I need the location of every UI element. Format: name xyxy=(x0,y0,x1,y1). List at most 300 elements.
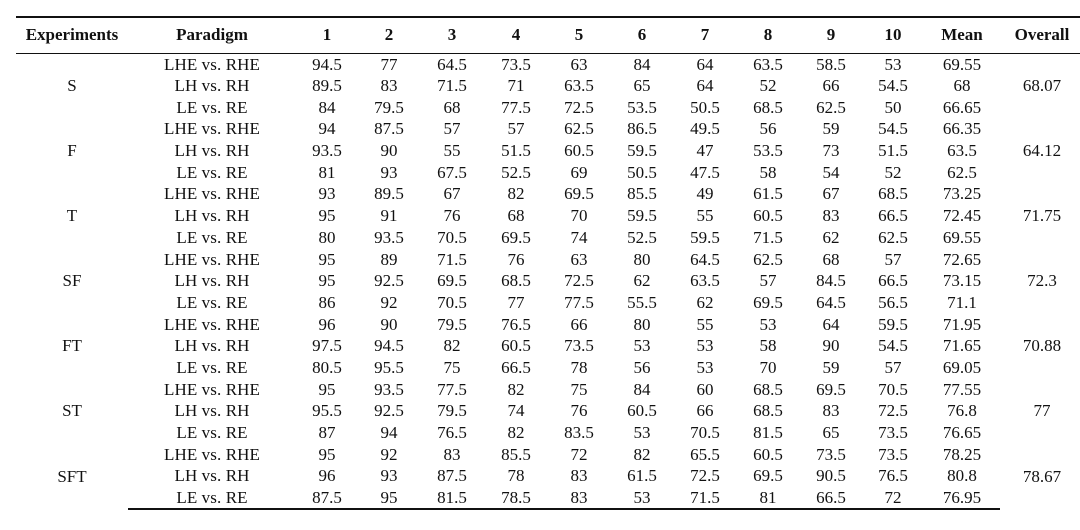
subject-10-cell: 73.5 xyxy=(878,444,908,464)
subject-7-cell: 59.5 xyxy=(690,227,720,247)
subject-10-cell: 73.5 xyxy=(878,423,908,443)
subject-1-cell: 95 xyxy=(318,249,336,269)
subject-4-cell: 76 xyxy=(507,249,525,269)
subject-2-cell: 89 xyxy=(380,249,398,269)
paradigm-cell: LE vs. RE xyxy=(176,292,248,312)
overall-cell: 78.67 xyxy=(1022,466,1062,486)
subject-6-cell: 65 xyxy=(633,76,651,96)
subject-1-cell: 96 xyxy=(318,466,336,486)
subject-7-cell: 62 xyxy=(696,292,714,312)
subject-3-cell: 75 xyxy=(443,357,461,377)
subject-3-cell: 55 xyxy=(443,141,461,161)
overall-cell: 72.3 xyxy=(1027,271,1057,291)
subject-6-cell: 59.5 xyxy=(627,206,657,226)
mean-cell: 62.5 xyxy=(947,162,977,182)
subject-4-cell: 68.5 xyxy=(501,271,531,291)
subject-5-cell: 76 xyxy=(570,401,588,421)
overall-cell: 71.75 xyxy=(1022,206,1062,226)
subject-2-cell: 92 xyxy=(380,444,398,464)
subject-5-cell: 63 xyxy=(570,54,588,74)
subject-6-cell: 62 xyxy=(633,271,651,291)
paradigm-cell: LH vs. RH xyxy=(174,206,250,226)
subject-2-cell: 95 xyxy=(358,487,420,509)
subject-8-cell: 61.5 xyxy=(753,184,783,204)
table-row xyxy=(16,292,1080,314)
subject-8-cell: 68.5 xyxy=(753,97,783,117)
subject-8-cell: 68.5 xyxy=(753,401,783,421)
subject-3-cell: 64.5 xyxy=(437,54,467,74)
subject-4-cell: 82 xyxy=(507,423,525,443)
subject-7-cell: 47.5 xyxy=(690,162,720,182)
subject-1-cell: 95 xyxy=(318,379,336,399)
results-table-container xyxy=(16,16,1070,510)
header-overall: Overall xyxy=(1000,17,1080,53)
subject-6-cell: 52.5 xyxy=(627,227,657,247)
subject-1-cell: 94.5 xyxy=(312,54,342,74)
header-paradigm: Paradigm xyxy=(128,17,296,53)
subject-2-cell: 90 xyxy=(380,141,398,161)
table-row xyxy=(16,53,1080,75)
subject-3-cell: 83 xyxy=(443,444,461,464)
subject-1-cell: 84 xyxy=(318,97,336,117)
subject-3-cell: 70.5 xyxy=(437,292,467,312)
results-table xyxy=(16,16,1080,510)
subject-9-cell: 64 xyxy=(822,314,840,334)
mean-cell: 77.55 xyxy=(942,379,982,399)
subject-10-cell: 66.5 xyxy=(878,206,908,226)
subject-9-cell: 54 xyxy=(822,162,840,182)
subject-5-cell: 75 xyxy=(570,379,588,399)
subject-4-cell: 51.5 xyxy=(501,141,531,161)
subject-1-cell: 89.5 xyxy=(312,76,342,96)
subject-8-cell: 71.5 xyxy=(753,227,783,247)
mean-cell: 66.35 xyxy=(942,119,982,139)
subject-4-cell: 77.5 xyxy=(501,97,531,117)
subject-2-cell: 95.5 xyxy=(374,357,404,377)
subject-5-cell: 72.5 xyxy=(564,271,594,291)
subject-5-cell: 78 xyxy=(570,357,588,377)
subject-10-cell: 54.5 xyxy=(878,76,908,96)
subject-9-cell: 83 xyxy=(822,401,840,421)
header-subject-9: 9 xyxy=(800,17,862,53)
subject-9-cell: 62 xyxy=(822,227,840,247)
subject-4-cell: 60.5 xyxy=(501,336,531,356)
mean-cell: 66.65 xyxy=(942,97,982,117)
subject-2-cell: 93 xyxy=(380,466,398,486)
subject-2-cell: 92 xyxy=(380,292,398,312)
subject-9-cell: 73.5 xyxy=(816,444,846,464)
subject-1-cell: 80 xyxy=(318,227,336,247)
subject-9-cell: 65 xyxy=(822,423,840,443)
table-row xyxy=(16,443,1080,465)
subject-4-cell: 73.5 xyxy=(501,54,531,74)
subject-9-cell: 69.5 xyxy=(816,379,846,399)
experiment-cell: S xyxy=(67,76,77,96)
subject-4-cell: 74 xyxy=(507,401,525,421)
subject-10-cell: 57 xyxy=(884,249,902,269)
subject-3-cell: 68 xyxy=(443,97,461,117)
header-subject-5: 5 xyxy=(548,17,610,53)
overall-cell: 68.07 xyxy=(1022,76,1062,96)
subject-8-cell: 58 xyxy=(759,162,777,182)
subject-8-cell: 56 xyxy=(759,119,777,139)
subject-5-cell: 83 xyxy=(548,487,610,509)
subject-8-cell: 63.5 xyxy=(753,54,783,74)
subject-5-cell: 60.5 xyxy=(564,141,594,161)
table-row xyxy=(16,96,1080,118)
subject-6-cell: 80 xyxy=(633,314,651,334)
subject-7-cell: 49.5 xyxy=(690,119,720,139)
paradigm-cell: LH vs. RH xyxy=(174,466,250,486)
subject-7-cell: 64 xyxy=(696,54,714,74)
subject-6-cell: 84 xyxy=(633,379,651,399)
subject-1-cell: 87.5 xyxy=(296,487,358,509)
subject-4-cell: 57 xyxy=(507,119,525,139)
subject-1-cell: 93 xyxy=(318,184,336,204)
experiment-cell: ST xyxy=(62,401,82,421)
subject-6-cell: 80 xyxy=(633,249,651,269)
paradigm-cell: LE vs. RE xyxy=(176,162,248,182)
subject-5-cell: 83 xyxy=(570,466,588,486)
paradigm-cell: LHE vs. RHE xyxy=(163,314,260,334)
subject-7-cell: 49 xyxy=(696,184,714,204)
mean-cell: 73.25 xyxy=(942,184,982,204)
subject-7-cell: 60 xyxy=(696,379,714,399)
subject-1-cell: 97.5 xyxy=(312,336,342,356)
subject-10-cell: 62.5 xyxy=(878,227,908,247)
subject-4-cell: 52.5 xyxy=(501,162,531,182)
table-row xyxy=(16,248,1080,270)
table-row xyxy=(16,75,1080,97)
subject-7-cell: 64.5 xyxy=(690,249,720,269)
subject-1-cell: 94 xyxy=(318,119,336,139)
subject-9-cell: 73 xyxy=(822,141,840,161)
subject-1-cell: 81 xyxy=(318,162,336,182)
subject-7-cell: 70.5 xyxy=(690,423,720,443)
subject-1-cell: 80.5 xyxy=(312,357,342,377)
subject-2-cell: 93 xyxy=(380,162,398,182)
subject-6-cell: 53 xyxy=(633,423,651,443)
mean-cell: 71.95 xyxy=(942,314,982,334)
subject-5-cell: 66 xyxy=(570,314,588,334)
subject-7-cell: 65.5 xyxy=(690,444,720,464)
subject-1-cell: 87 xyxy=(318,423,336,443)
paradigm-cell: LH vs. RH xyxy=(174,336,250,356)
paradigm-cell: LHE vs. RHE xyxy=(163,184,260,204)
subject-4-cell: 78.5 xyxy=(484,487,548,509)
subject-4-cell: 82 xyxy=(507,184,525,204)
subject-8-cell: 53 xyxy=(759,314,777,334)
subject-1-cell: 86 xyxy=(318,292,336,312)
subject-2-cell: 79.5 xyxy=(374,97,404,117)
subject-9-cell: 64.5 xyxy=(816,292,846,312)
subject-3-cell: 82 xyxy=(443,336,461,356)
experiment-cell: F xyxy=(67,141,77,161)
subject-2-cell: 89.5 xyxy=(374,184,404,204)
table-row xyxy=(16,422,1080,444)
subject-8-cell: 69.5 xyxy=(753,466,783,486)
table-row xyxy=(16,183,1080,205)
subject-2-cell: 93.5 xyxy=(374,227,404,247)
subject-8-cell: 60.5 xyxy=(753,444,783,464)
subject-7-cell: 66 xyxy=(696,401,714,421)
subject-3-cell: 69.5 xyxy=(437,271,467,291)
subject-10-cell: 56.5 xyxy=(878,292,908,312)
subject-4-cell: 78 xyxy=(507,466,525,486)
subject-7-cell: 55 xyxy=(696,314,714,334)
subject-3-cell: 71.5 xyxy=(437,76,467,96)
subject-6-cell: 86.5 xyxy=(627,119,657,139)
subject-7-cell: 72.5 xyxy=(690,466,720,486)
mean-cell: 63.5 xyxy=(947,141,977,161)
subject-2-cell: 94 xyxy=(380,423,398,443)
paradigm-cell: LHE vs. RHE xyxy=(163,379,260,399)
subject-4-cell: 68 xyxy=(507,206,525,226)
subject-3-cell: 79.5 xyxy=(437,314,467,334)
subject-3-cell: 67 xyxy=(443,184,461,204)
paradigm-cell: LH vs. RH xyxy=(174,141,250,161)
subject-1-cell: 96 xyxy=(318,314,336,334)
subject-8-cell: 57 xyxy=(759,271,777,291)
subject-3-cell: 70.5 xyxy=(437,227,467,247)
subject-4-cell: 69.5 xyxy=(501,227,531,247)
subject-5-cell: 69.5 xyxy=(564,184,594,204)
table-row xyxy=(16,205,1080,227)
subject-1-cell: 95.5 xyxy=(312,401,342,421)
experiment-cell: T xyxy=(66,206,78,226)
mean-cell: 72.45 xyxy=(942,206,982,226)
subject-10-cell: 72 xyxy=(862,487,924,509)
subject-5-cell: 74 xyxy=(570,227,588,247)
subject-10-cell: 53 xyxy=(884,54,902,74)
subject-7-cell: 53 xyxy=(696,357,714,377)
overall-cell: 77 xyxy=(1033,401,1051,421)
mean-cell: 76.65 xyxy=(942,423,982,443)
mean-cell: 76.8 xyxy=(947,401,977,421)
paradigm-cell: LHE vs. RHE xyxy=(163,119,260,139)
subject-9-cell: 59 xyxy=(822,119,840,139)
subject-7-cell: 53 xyxy=(696,336,714,356)
table-row xyxy=(16,227,1080,249)
subject-9-cell: 66.5 xyxy=(800,487,862,509)
table-row xyxy=(16,400,1080,422)
paradigm-cell: LE vs. RE xyxy=(176,97,248,117)
subject-5-cell: 70 xyxy=(570,206,588,226)
subject-10-cell: 54.5 xyxy=(878,336,908,356)
subject-10-cell: 66.5 xyxy=(878,271,908,291)
mean-cell: 80.8 xyxy=(947,466,977,486)
subject-3-cell: 57 xyxy=(443,119,461,139)
subject-10-cell: 52 xyxy=(884,162,902,182)
subject-3-cell: 76.5 xyxy=(437,423,467,443)
table-row xyxy=(16,487,1080,509)
mean-cell: 76.95 xyxy=(924,487,1000,509)
subject-6-cell: 50.5 xyxy=(627,162,657,182)
subject-5-cell: 77.5 xyxy=(564,292,594,312)
table-row xyxy=(16,357,1080,379)
subject-3-cell: 71.5 xyxy=(437,249,467,269)
subject-8-cell: 68.5 xyxy=(753,379,783,399)
subject-7-cell: 47 xyxy=(696,141,714,161)
mean-cell: 71.65 xyxy=(942,336,982,356)
subject-6-cell: 85.5 xyxy=(627,184,657,204)
subject-10-cell: 76.5 xyxy=(878,466,908,486)
subject-1-cell: 95 xyxy=(318,206,336,226)
subject-6-cell: 53.5 xyxy=(627,97,657,117)
subject-9-cell: 90 xyxy=(822,336,840,356)
subject-1-cell: 95 xyxy=(318,444,336,464)
header-subject-2: 2 xyxy=(358,17,420,53)
subject-4-cell: 77 xyxy=(507,292,525,312)
subject-9-cell: 68 xyxy=(822,249,840,269)
subject-6-cell: 84 xyxy=(633,54,651,74)
subject-1-cell: 95 xyxy=(318,271,336,291)
table-row xyxy=(16,313,1080,335)
subject-5-cell: 72 xyxy=(570,444,588,464)
header-subject-6: 6 xyxy=(610,17,674,53)
paradigm-cell: LE vs. RE xyxy=(176,357,248,377)
subject-10-cell: 70.5 xyxy=(878,379,908,399)
subject-10-cell: 68.5 xyxy=(878,184,908,204)
subject-10-cell: 59.5 xyxy=(878,314,908,334)
mean-cell: 69.05 xyxy=(942,357,982,377)
header-experiments: Experiments xyxy=(16,17,128,53)
subject-2-cell: 87.5 xyxy=(374,119,404,139)
table-row xyxy=(16,140,1080,162)
subject-9-cell: 83 xyxy=(822,206,840,226)
subject-3-cell: 81.5 xyxy=(420,487,484,509)
table-row xyxy=(16,378,1080,400)
overall-cell: 64.12 xyxy=(1022,141,1062,161)
table-header xyxy=(16,17,1080,53)
subject-4-cell: 66.5 xyxy=(501,357,531,377)
subject-4-cell: 82 xyxy=(507,379,525,399)
paradigm-cell: LE vs. RE xyxy=(176,423,248,443)
subject-9-cell: 90.5 xyxy=(816,466,846,486)
subject-3-cell: 76 xyxy=(443,206,461,226)
subject-9-cell: 84.5 xyxy=(816,271,846,291)
subject-8-cell: 52 xyxy=(759,76,777,96)
subject-9-cell: 58.5 xyxy=(816,54,846,74)
subject-10-cell: 50 xyxy=(884,97,902,117)
subject-8-cell: 70 xyxy=(759,357,777,377)
subject-2-cell: 92.5 xyxy=(374,271,404,291)
subject-3-cell: 87.5 xyxy=(437,466,467,486)
subject-9-cell: 67 xyxy=(822,184,840,204)
header-subject-4: 4 xyxy=(484,17,548,53)
mean-cell: 78.25 xyxy=(942,444,982,464)
paradigm-cell: LHE vs. RHE xyxy=(163,444,260,464)
header-row xyxy=(16,17,1080,53)
subject-2-cell: 83 xyxy=(380,76,398,96)
subject-10-cell: 57 xyxy=(884,357,902,377)
mean-cell: 73.15 xyxy=(942,271,982,291)
experiment-cell: SF xyxy=(62,271,82,291)
subject-8-cell: 69.5 xyxy=(753,292,783,312)
experiment-cell: SFT xyxy=(57,466,87,486)
subject-4-cell: 76.5 xyxy=(501,314,531,334)
subject-8-cell: 58 xyxy=(759,336,777,356)
paradigm-cell: LH vs. RH xyxy=(174,76,250,96)
paradigm-cell: LE vs. RE xyxy=(128,487,296,509)
header-subject-7: 7 xyxy=(674,17,736,53)
subject-9-cell: 62.5 xyxy=(816,97,846,117)
table-row xyxy=(16,465,1080,487)
subject-5-cell: 63 xyxy=(570,249,588,269)
subject-5-cell: 69 xyxy=(570,162,588,182)
paradigm-cell: LH vs. RH xyxy=(174,401,250,421)
subject-6-cell: 61.5 xyxy=(627,466,657,486)
subject-10-cell: 51.5 xyxy=(878,141,908,161)
subject-6-cell: 53 xyxy=(610,487,674,509)
subject-5-cell: 62.5 xyxy=(564,119,594,139)
subject-6-cell: 53 xyxy=(633,336,651,356)
paradigm-cell: LHE vs. RHE xyxy=(163,54,260,74)
subject-5-cell: 73.5 xyxy=(564,336,594,356)
subject-5-cell: 83.5 xyxy=(564,423,594,443)
subject-2-cell: 90 xyxy=(380,314,398,334)
subject-6-cell: 55.5 xyxy=(627,292,657,312)
header-mean: Mean xyxy=(924,17,1000,53)
subject-2-cell: 77 xyxy=(380,54,398,74)
subject-6-cell: 82 xyxy=(633,444,651,464)
subject-10-cell: 54.5 xyxy=(878,119,908,139)
subject-8-cell: 81 xyxy=(736,487,800,509)
subject-8-cell: 60.5 xyxy=(753,206,783,226)
subject-10-cell: 72.5 xyxy=(878,401,908,421)
subject-7-cell: 55 xyxy=(696,206,714,226)
header-subject-3: 3 xyxy=(420,17,484,53)
subject-6-cell: 60.5 xyxy=(627,401,657,421)
subject-7-cell: 71.5 xyxy=(674,487,736,509)
subject-7-cell: 63.5 xyxy=(690,271,720,291)
subject-6-cell: 56 xyxy=(633,357,651,377)
subject-5-cell: 72.5 xyxy=(564,97,594,117)
subject-3-cell: 77.5 xyxy=(437,379,467,399)
subject-4-cell: 71 xyxy=(507,76,525,96)
experiment-cell: FT xyxy=(62,336,82,356)
mean-cell: 69.55 xyxy=(942,54,982,74)
paradigm-cell: LHE vs. RHE xyxy=(163,249,260,269)
subject-7-cell: 64 xyxy=(696,76,714,96)
subject-2-cell: 93.5 xyxy=(374,379,404,399)
subject-6-cell: 59.5 xyxy=(627,141,657,161)
mean-cell: 71.1 xyxy=(947,292,977,312)
table-row xyxy=(16,118,1080,140)
mean-cell: 69.55 xyxy=(942,227,982,247)
header-subject-1: 1 xyxy=(296,17,358,53)
subject-2-cell: 91 xyxy=(380,206,398,226)
table-row xyxy=(16,335,1080,357)
subject-9-cell: 59 xyxy=(822,357,840,377)
subject-2-cell: 94.5 xyxy=(374,336,404,356)
subject-4-cell: 85.5 xyxy=(501,444,531,464)
subject-5-cell: 63.5 xyxy=(564,76,594,96)
subject-3-cell: 79.5 xyxy=(437,401,467,421)
subject-8-cell: 53.5 xyxy=(753,141,783,161)
mean-cell: 68 xyxy=(953,76,971,96)
header-subject-8: 8 xyxy=(736,17,800,53)
subject-2-cell: 92.5 xyxy=(374,401,404,421)
table-row xyxy=(16,161,1080,183)
subject-8-cell: 81.5 xyxy=(753,423,783,443)
subject-8-cell: 62.5 xyxy=(753,249,783,269)
table-row xyxy=(16,270,1080,292)
subject-7-cell: 50.5 xyxy=(690,97,720,117)
mean-cell: 72.65 xyxy=(942,249,982,269)
header-subject-10: 10 xyxy=(862,17,924,53)
table-body xyxy=(16,53,1080,509)
